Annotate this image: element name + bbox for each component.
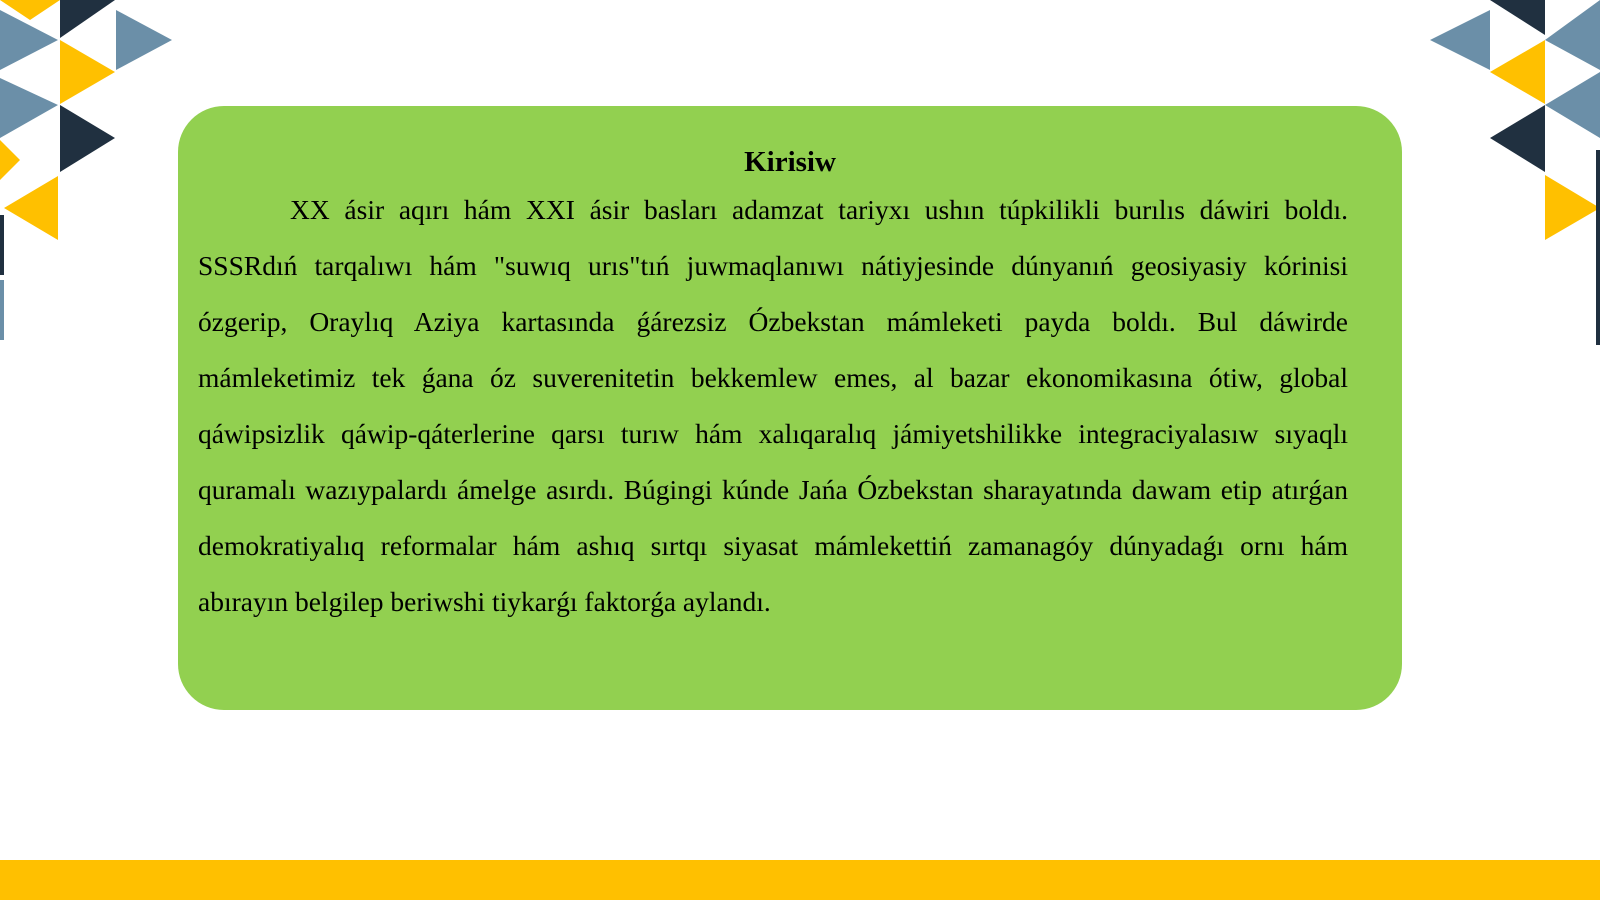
triangle-shape <box>1490 0 1545 35</box>
triangle-shape <box>60 0 115 38</box>
triangle-shape <box>1545 0 1600 70</box>
triangle-shape <box>1490 40 1545 104</box>
triangle-shape <box>0 280 4 340</box>
triangle-shape <box>0 215 4 275</box>
triangle-shape <box>60 40 115 104</box>
bottom-accent-bar <box>0 860 1600 900</box>
slide-body-text: XX ásir aqırı hám XXI ásir basları adamzat tariyxı ushın túpkilikli burılıs dáwiri boldı. SSSRdıń tarqalıwı hám "suwıq urıs"tıń juwmaqlanıwı nátiyjesinde dúnyanıń geosiyasiy kórinisi ózgerip, Oraylıq Aziya kartasında ǵárezsiz Ózbekstan mámleketi payda boldı. Bul dáwirde mámleketimiz tek ǵana óz suverenitetin bekkemlew emes, al bazar ekonomikasına ótiw, global qáwipsizlik qáwip-qáterlerine qarsı turıw hám xalıqaralıq jámiyetshilikke integraciyalasıw sıyaqlı quramalı wazıypalardı ámelge asırdı. Búgingi kúnde Jańa Ózbekstan sharayatında dawam etip atırǵan demokratiyalıq reformalar hám ashıq sırtqı siyasat mámlekettiń zamanagóy dúnyadaǵı ornı hám abırayın belgilep beriwshi tiykarǵı faktorǵa aylandı. <box>198 194 1348 617</box>
left-triangle-pattern <box>0 0 180 345</box>
triangle-shape <box>60 105 115 172</box>
triangle-shape <box>1430 10 1490 70</box>
triangle-shape <box>0 140 20 180</box>
triangle-shape <box>1490 105 1545 172</box>
content-card <box>178 106 1402 710</box>
triangle-shape <box>0 78 58 138</box>
triangle-shape <box>1545 175 1600 240</box>
slide-title: Kirisiw <box>744 146 836 178</box>
right-triangle-pattern <box>1420 0 1600 345</box>
triangle-shape <box>116 10 172 70</box>
triangle-shape <box>4 176 58 240</box>
triangle-shape <box>1545 72 1600 138</box>
triangle-shape <box>1596 150 1600 345</box>
